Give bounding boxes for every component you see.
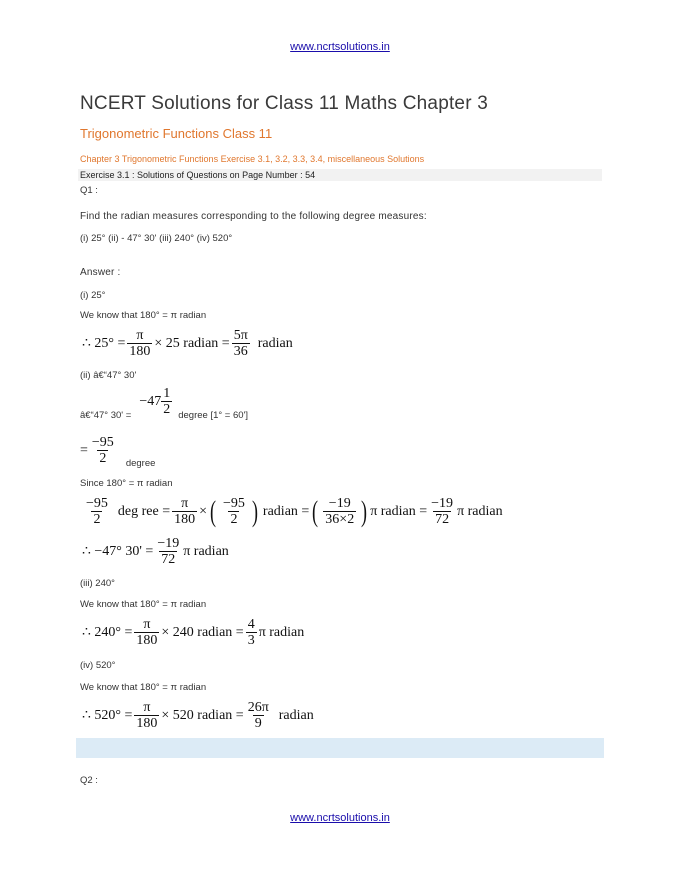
header-site-link[interactable]: www.ncrtsolutions.in xyxy=(290,41,390,53)
exercise-bar: Exercise 3.1 : Solutions of Questions on Page Number : 54 xyxy=(78,169,602,181)
part-iv-known: We know that 180° = π radian xyxy=(80,682,207,693)
part-i-equation xyxy=(82,328,293,359)
eq-lhs: ∴ 25° = xyxy=(82,336,126,351)
separator-band xyxy=(76,738,604,758)
q2-label: Q2 : xyxy=(80,775,98,786)
fraction-pi-180: $\frac{\pi}{180}$ xyxy=(129,328,151,359)
part-iii-known: We know that 180° = π radian xyxy=(80,599,207,610)
part-ii-line1 xyxy=(80,386,248,421)
part-ii-line2: = $\frac{-95}{2}$ degree xyxy=(80,435,156,469)
page-title: NCERT Solutions for Class 11 Maths Chapter 3 xyxy=(80,93,488,114)
chapter-line: Chapter 3 Trigonometric Functions Exercise 3.1, 3.2, 3.3, 3.4, miscellaneous Solutions xyxy=(80,154,425,164)
fraction-result: $\frac{5\pi}{36}$ xyxy=(233,328,248,359)
footer-site-link[interactable]: www.ncrtsolutions.in xyxy=(290,812,390,824)
mixed-number: −47 $\frac{1}{2}$ xyxy=(139,386,171,417)
line1-prefix: â€“47° 30' = xyxy=(80,410,132,421)
part-i-label: (i) 25° xyxy=(80,290,106,301)
part-ii-result: ∴ −47° 30' = $\frac{-19}{72}$ π radian xyxy=(82,536,229,567)
part-iv-label: (iv) 520° xyxy=(80,660,116,671)
answer-label: Answer : xyxy=(80,267,121,278)
part-ii-since: Since 180° = π radian xyxy=(80,478,173,489)
q1-question: Find the radian measures corresponding to the following degree measures: xyxy=(80,211,427,222)
line1-suffix: degree [1° = 60'] xyxy=(178,410,249,421)
fraction-neg95-2: $\frac{-95}{2}$ xyxy=(91,435,114,466)
eq-tail: radian xyxy=(257,335,293,351)
part-ii-label: (ii) â€“47° 30' xyxy=(80,370,137,381)
part-i-known: We know that 180° = π radian xyxy=(80,310,207,321)
part-iii-label: (iii) 240° xyxy=(80,578,115,589)
page-subtitle: Trigonometric Functions Class 11 xyxy=(80,126,273,141)
part-iv-equation: ∴ 520° = $\frac{\pi}{180}$ × 520 radian = $\frac{26\pi}{9}$ radian xyxy=(82,700,314,731)
part-iii-equation: ∴ 240° = $\frac{\pi}{180}$ × 240 radian = $\frac{4}{3}$ π radian xyxy=(82,617,305,648)
q1-label: Q1 : xyxy=(80,185,98,196)
part-ii-big-equation: $\frac{-95}{2}$ deg ree = $\frac{\pi}{180}$ × ( $\frac{-95}{2}$ ) radian = ( $\frac{-19}{36\times 2}$ ) π radian = $\frac{-19}{72}$ π radian xyxy=(86,494,503,528)
q1-parts: (i) 25° (ii) - 47° 30' (iii) 240° (iv) 520° xyxy=(80,233,233,244)
eq-mid: × 25 radian = xyxy=(154,335,230,351)
